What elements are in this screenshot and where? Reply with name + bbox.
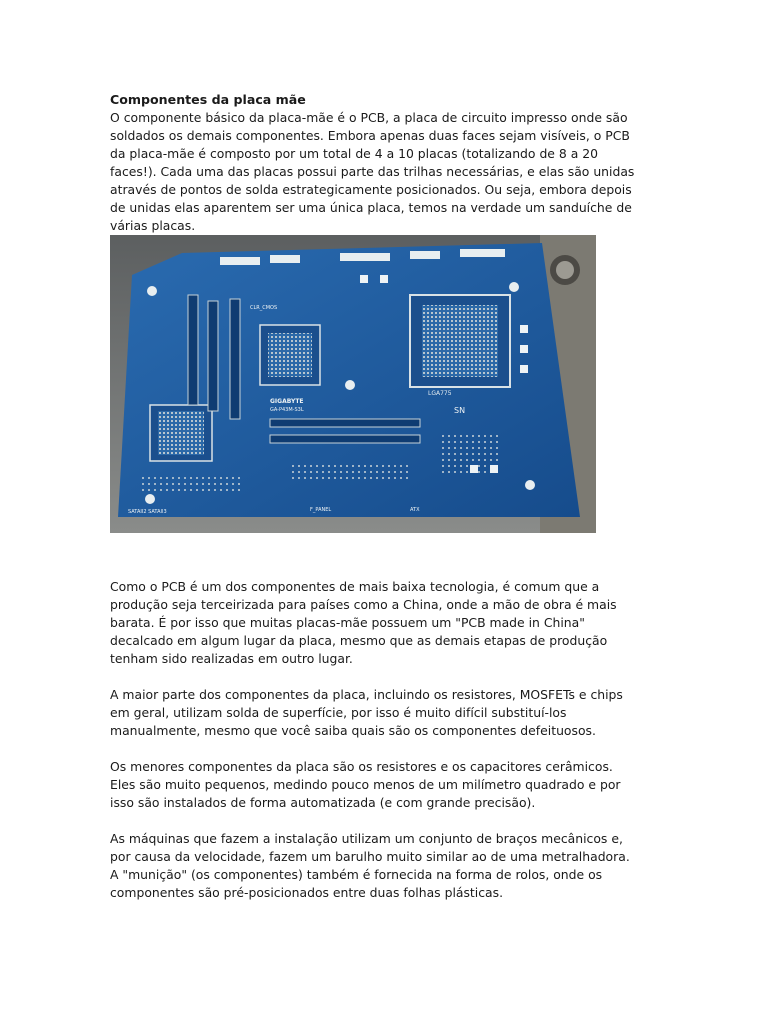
southbridge-pad (158, 411, 204, 455)
brand-label: GIGABYTE (270, 398, 304, 405)
text-line: O componente básico da placa-mãe é o PCB, a placa de circuito impresso onde são (110, 110, 628, 125)
paragraph (110, 830, 650, 902)
fpanel-label: F_PANEL (310, 507, 332, 513)
model-label: GA-P43M-S3L (270, 407, 304, 413)
text-line: Como o PCB é um dos componentes de mais baixa tecnologia, é comum que a (110, 579, 600, 594)
text-line: As máquinas que fazem a instalação utilizam um conjunto de braços mecânicos e, (110, 831, 623, 846)
sata-label: SATAII2 SATAII3 (128, 509, 167, 515)
text-line: componentes são pré-posicionados entre duas folhas plásticas. (110, 885, 504, 900)
clrcmos-label: CLR_CMOS (250, 305, 278, 311)
paragraph (110, 686, 650, 740)
text-line: Os menores componentes da placa são os resistores e os capacitores cerâmicos. (110, 759, 613, 774)
text-line: A maior parte dos componentes da placa, incluindo os resistores, MOSFETs e chips (110, 687, 623, 702)
serial-label: SN (454, 406, 466, 415)
text-line: A "munição" (os componentes) também é fornecida na forma de rolos, onde os (110, 867, 603, 882)
paragraph (110, 758, 650, 812)
text-line: em geral, utilizam solda de superfície, por isso é muito difícil substituí-los (110, 705, 567, 720)
text-line: produção seja terceirizada para países como a China, onde a mão de obra é mais (110, 597, 617, 612)
text-line: decalcado em algum lugar da placa, mesmo que as demais etapas de produção (110, 633, 608, 648)
text-line: da placa-mãe é composto por um total de 4 a 10 placas (totalizando de 8 a 20 (110, 146, 598, 161)
socket-label: LGA775 (428, 390, 452, 397)
text-line: manualmente, mesmo que você saiba quais são os componentes defeituosos. (110, 723, 596, 738)
paragraph (110, 578, 650, 668)
text-line: Eles são muito pequenos, medindo pouco menos de um milímetro quadrado e por (110, 777, 621, 792)
motherboard-photo (110, 235, 596, 533)
text-line: isso são instalados de forma automatizada (e com grande precisão). (110, 795, 536, 810)
text-line: por causa da velocidade, fazem um barulho muito similar ao de uma metralhadora. (110, 849, 630, 864)
intro-paragraph (110, 109, 650, 235)
text-line: de unidas elas aparentem ser uma única placa, temos na verdade um sanduíche de (110, 200, 632, 215)
text-line: soldados os demais componentes. Embora apenas duas faces sejam visíveis, o PCB (110, 128, 630, 143)
chipset-pad (268, 333, 312, 377)
text-line: através de pontos de solda estrategicamente posicionados. Ou seja, embora depois (110, 182, 632, 197)
text-line: barata. É por isso que muitas placas-mãe possuem um "PCB made in China" (110, 615, 585, 630)
text-line: tenham sido realizadas em outro lugar. (110, 651, 353, 666)
text-line: faces!). Cada uma das placas possui parte das trilhas necessárias, e elas são unidas (110, 164, 635, 179)
cpu-socket (422, 305, 498, 377)
section-heading: Componentes da placa mãe (110, 92, 306, 107)
text-line: várias placas. (110, 218, 196, 233)
atx-label: ATX (410, 507, 420, 513)
